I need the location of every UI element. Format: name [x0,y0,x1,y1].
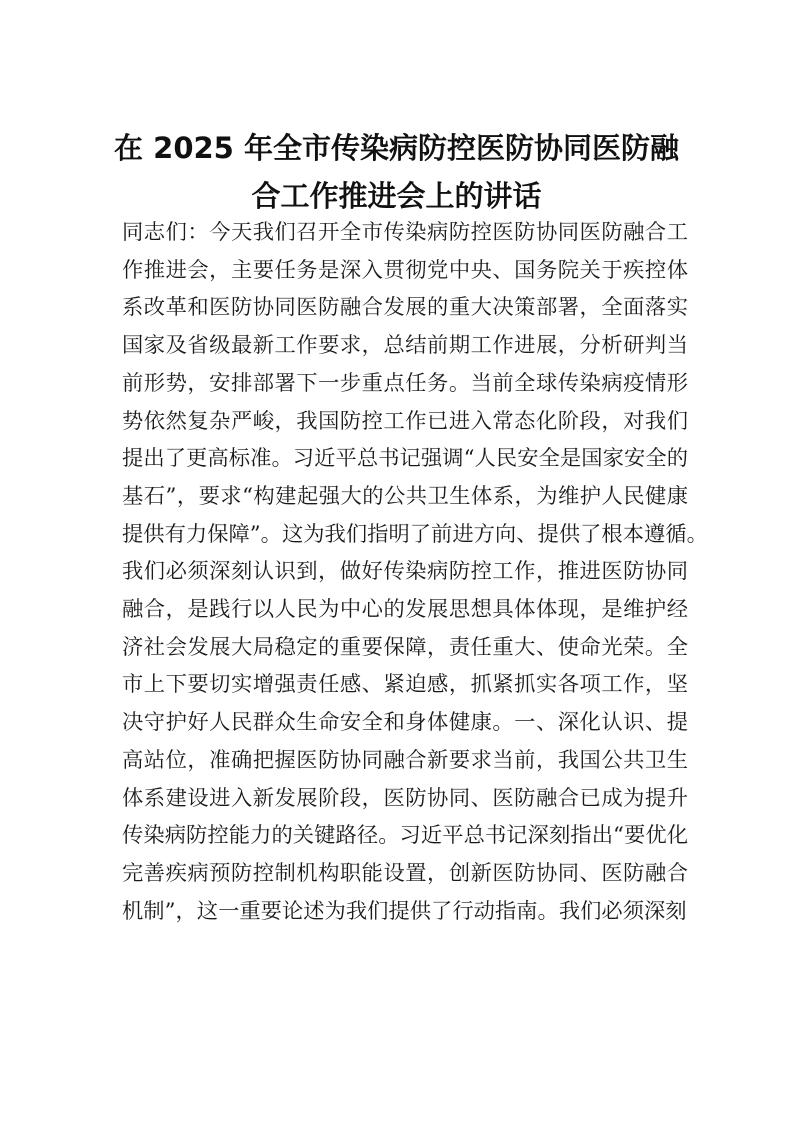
body-line: 系改革和医防协同医防融合发展的重大决策部署，全面落实 [122,295,688,321]
body-line: 市上下要切实增强责任感、紧迫感，抓紧抓实各项工作，坚 [122,672,688,698]
body-line: 高站位，准确把握医防协同融合新要求当前，我国公共卫生 [122,747,688,773]
body-line: 提供有力保障”。这为我们指明了前进方向、提供了根本遵循。 [122,521,708,547]
body-line: 前形势，安排部署下一步重点任务。当前全球传染病疫情形 [122,370,688,396]
document-title [100,124,693,220]
title-line: 在 2025 年全市传染病防控医防协同医防融 [114,131,679,165]
body-line: 国家及省级最新工作要求，总结前期工作进展，分析研判当 [122,333,688,359]
body-line: 决守护好人民群众生命安全和身体健康。一、深化认识、提 [122,710,688,736]
body-line: 势依然复杂严峻，我国防控工作已进入常态化阶段，对我们 [122,408,688,434]
body-line: 济社会发展大局稳定的重要保障，责任重大、使命光荣。全 [122,634,688,660]
body-line: 机制”，这一重要论述为我们提供了行动指南。我们必须深刻 [122,898,687,924]
body-line: 基石”，要求“构建起强大的公共卫生体系，为维护人民健康 [122,483,688,509]
speech-body [122,214,708,930]
title-line: 合工作推进会上的讲话 [251,179,542,213]
body-line: 传染病防控能力的关键路径。习近平总书记深刻指出“要优化 [122,823,688,849]
body-line: 融合，是践行以人民为中心的发展思想具体体现，是维护经 [122,597,688,623]
body-line: 同志们：今天我们召开全市传染病防控医防协同医防融合工 [122,220,688,245]
body-line: 体系建设进入新发展阶段，医防协同、医防融合已成为提升 [122,785,688,811]
body-line: 我们必须深刻认识到，做好传染病防控工作，推进医防协同 [122,559,688,585]
body-line: 作推进会，主要任务是深入贯彻党中央、国务院关于疾控体 [122,257,688,283]
body-line: 提出了更高标准。习近平总书记强调“人民安全是国家安全的 [122,446,688,472]
body-line: 完善疾病预防控制机构职能设置，创新医防协同、医防融合 [122,860,688,886]
